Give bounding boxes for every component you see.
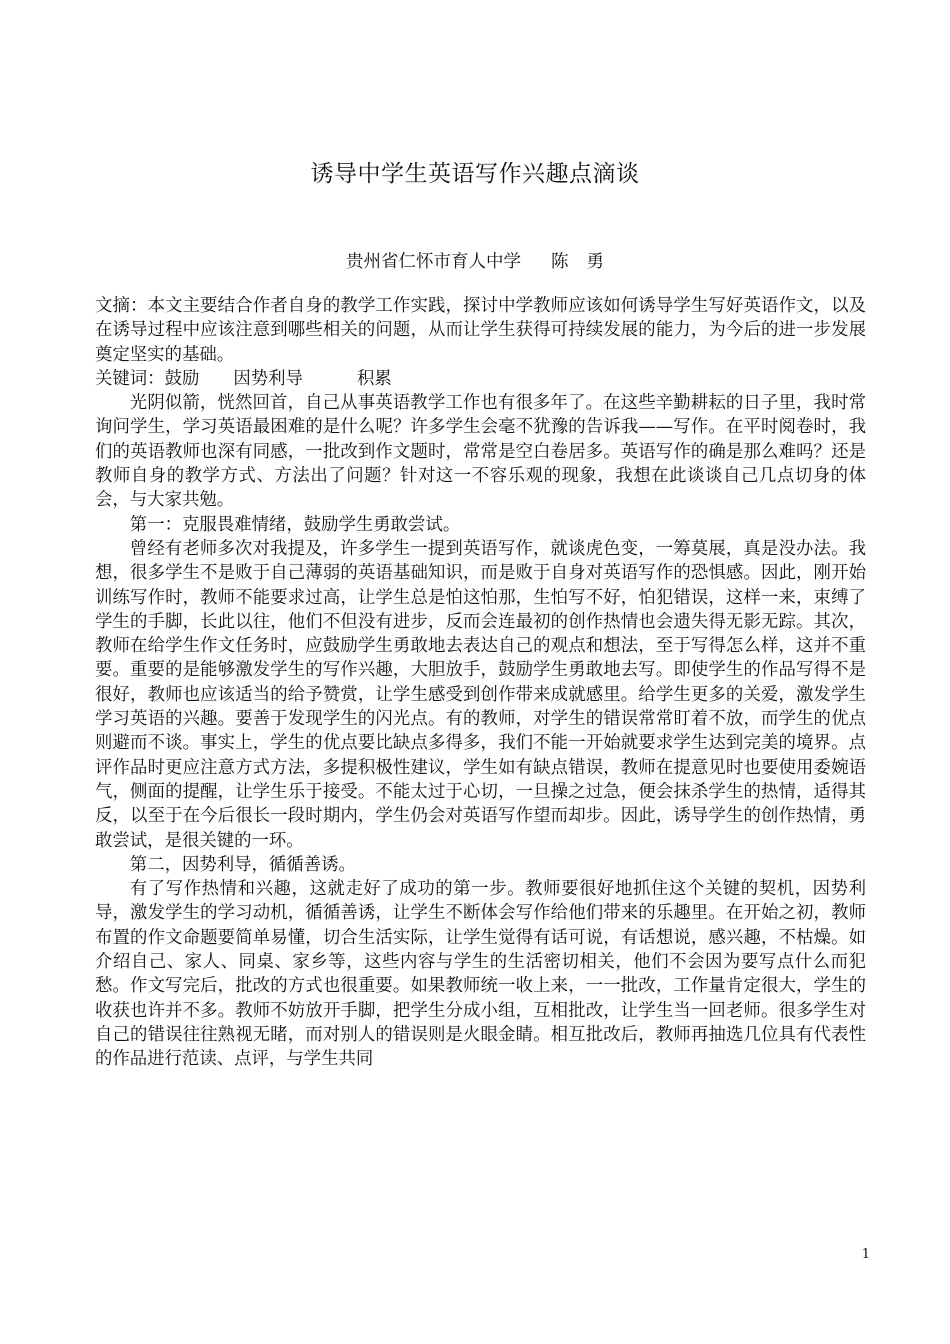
author-name-part2: 勇 bbox=[586, 252, 604, 272]
section-heading: 第一：克服畏难情绪，鼓励学生勇敢尝试。 bbox=[129, 514, 461, 535]
keywords-label: 关键词： bbox=[95, 368, 165, 389]
page-number: 1 bbox=[861, 1247, 870, 1262]
document-title: 诱导中学生英语写作兴趣点滴谈 bbox=[310, 161, 640, 187]
body-paragraph: 曾经有老师多次对我提及，许多学生一提到英语写作，就谈虎色变，一筹莫展，真是没办法。我想，很多学生不是败于自己薄弱的英语基础知识，而是败于自身对英语写作的恐惧感。因此，刚开始训练写作时，教师不能要求过高，让学生总是怕这怕那，生怕写不好，怕犯错误，这样一来，束缚了学生的手脚，长此以往，他们不但没有进步，反而会连最初的创作热情也会遗失得无影无踪。其次，教师在给学生作文任务时，应鼓励学生勇敢地去表达自己的观点和想法，至于写得怎么样，这并不重要。重要的是能够激发学生的写作兴趣，大胆放手，鼓励学生勇敢地去写。即使学生的作品写得不是很好，教师也应该适当的给予赞赏，让学生感受到创作带来成就感里。给学生更多的关爱，激发学生学习英语的兴趣。要善于发现学生的闪光点。有的教师，对学生的错误常常盯着不放，而学生的优点则避而不谈。事实上，学生的优点要比缺点多得多，我们不能一开始就要求学生达到完美的境界。点评作品时更应注意方式方法，多提积极性建议，学生如有缺点错误，教师在提意见时也要使用委婉语气，侧面的提醒，让学生乐于接受。不能太过于心切，一旦操之过急，便会抹杀学生的热情，适得其反，以至于在今后很长一段时期内，学生仍会对英语写作望而却步。因此，诱导学生的创作热情，勇敢尝试，是很关键的一环。 bbox=[95, 538, 866, 851]
keyword-item: 积累 bbox=[356, 368, 392, 389]
author-line bbox=[0, 248, 950, 276]
author-name-part1: 陈 bbox=[551, 252, 569, 272]
author-school: 贵州省仁怀市育人中学 bbox=[346, 252, 521, 272]
document-body bbox=[95, 294, 866, 1072]
keywords-line bbox=[95, 367, 866, 391]
keyword-item: 鼓励 bbox=[164, 368, 200, 389]
body-paragraph: 有了写作热情和兴趣，这就走好了成功的第一步。教师要很好地抓住这个关键的契机，因势利导，激发学生的学习动机，循循善诱，让学生不断体会写作给他们带来的乐趣里。在开始之初，教师布置的作文命题要简单易懂，切合生活实际，让学生觉得有话可说，有话想说，感兴趣，不枯燥。如介绍自己、家人、同桌、家乡等，这些内容与学生的生活密切相关，他们不会因为要写点什么而犯愁。作文写完后，批改的方式也很重要。如果教师统一收上来，一一批改，工作量肯定很大，学生的收获也许并不多。教师不妨放开手脚，把学生分成小组，互相批改，让学生当一回老师。很多学生对自己的错误往往熟视无睹，而对别人的错误则是火眼金睛。相互批改后，教师再抽选几位具有代表性的作品进行范读、点评，与学生共同 bbox=[95, 879, 866, 1070]
body-paragraph: 光阴似箭，恍然回首，自己从事英语教学工作也有很多年了。在这些辛勤耕耘的日子里，我时常询问学生，学习英语最困难的是什么呢？许多学生会毫不犹豫的告诉我——写作。在平时阅卷时，我们的英语教师也深有同感，一批改到作文题时，常常是空白卷居多。英语写作的确是那么难吗？还是教师自身的教学方式、方法出了问题？针对这一不容乐观的现象，我想在此谈谈自己几点切身的体会，与大家共勉。 bbox=[95, 393, 866, 511]
section-heading: 第二，因势利导，循循善诱。 bbox=[129, 854, 356, 875]
keyword-item: 因势利导 bbox=[233, 368, 303, 389]
abstract: 文摘：本文主要结合作者自身的教学工作实践，探讨中学教师应该如何诱导学生写好英语作文，以及在诱导过程中应该注意到哪些相关的问题，从而让学生获得可持续发展的能力，为今后的进一步发展奠定坚实的基础。 bbox=[95, 296, 866, 365]
